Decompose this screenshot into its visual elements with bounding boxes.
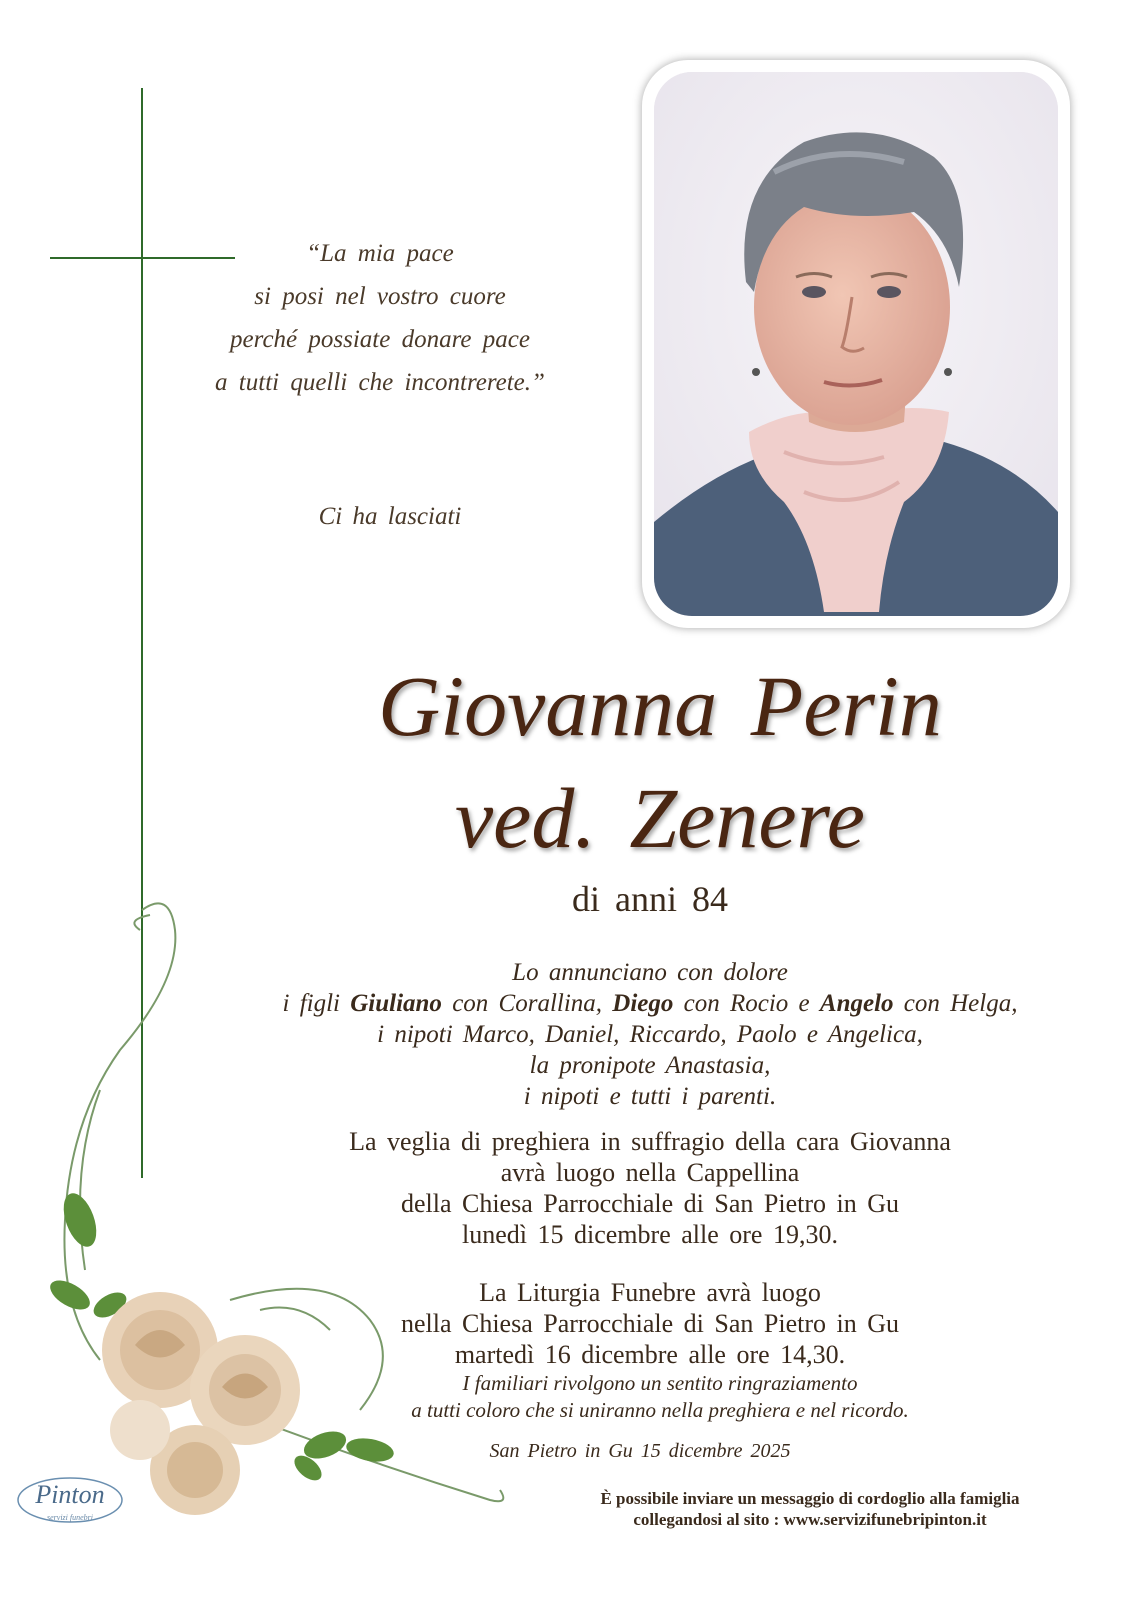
child-name: Giuliano bbox=[350, 990, 442, 1017]
vigil-line: avrà luogo nella Cappellina bbox=[500, 1158, 800, 1187]
svg-text:servizi funebri: servizi funebri bbox=[47, 1513, 93, 1522]
funeral-line: nella Chiesa Parrocchiale di San Pietro in Gu bbox=[400, 1309, 900, 1338]
vigil-line: della Chiesa Parrocchiale di San Pietro in Gu bbox=[400, 1189, 900, 1218]
child-spouse: con Helga, bbox=[893, 990, 1018, 1017]
funeral-line: martedì 16 dicembre alle ore 14,30. bbox=[454, 1340, 846, 1369]
child-spouse: con Corallina, bbox=[441, 990, 613, 1017]
child-name: Diego bbox=[612, 990, 674, 1017]
place-date: San Pietro in Gu 15 dicembre 2025 bbox=[489, 1440, 791, 1462]
footer-line-2: collegandosi al sito : www.servizifunebripinton.it bbox=[633, 1510, 987, 1529]
quote-line: perché possiate donare pace bbox=[230, 326, 530, 353]
children-prefix: i figli bbox=[282, 990, 351, 1017]
child-spouse: con Rocio e bbox=[673, 990, 820, 1017]
announcement-intro: Lo annunciano con dolore bbox=[512, 959, 788, 986]
portrait-photo bbox=[654, 72, 1058, 616]
age-text: di anni 84 bbox=[572, 879, 728, 919]
quote-line: a tutti quelli che incontrerete.” bbox=[215, 369, 545, 396]
vigil-line: lunedì 15 dicembre alle ore 19,30. bbox=[462, 1220, 838, 1249]
quote bbox=[195, 232, 565, 404]
announcement-grandchildren: i nipoti Marco, Daniel, Riccardo, Paolo e Angelica, bbox=[377, 1021, 923, 1048]
thanks-line: I familiari rivolgono un sentito ringraziamento bbox=[462, 1371, 858, 1395]
announcement-relatives: i nipoti e tutti i parenti. bbox=[523, 1083, 777, 1110]
name-line-1: Giovanna Perin bbox=[378, 658, 942, 754]
thanks-line: a tutti coloro che si uniranno nella preghiera e nel ricordo. bbox=[411, 1398, 909, 1422]
svg-text:Pinton: Pinton bbox=[35, 1480, 105, 1509]
pinton-logo bbox=[14, 1470, 129, 1532]
roses-decoration bbox=[30, 890, 550, 1550]
name-line-2: ved. Zenere bbox=[455, 770, 865, 866]
funeral-line: La Liturgia Funebre avrà luogo bbox=[479, 1278, 821, 1307]
left-us-text: Ci ha lasciati bbox=[318, 503, 462, 530]
announcement-great-grandchild: la pronipote Anastasia, bbox=[529, 1052, 771, 1079]
vigil-line: La veglia di preghiera in suffragio della cara Giovanna bbox=[349, 1127, 951, 1156]
child-name: Angelo bbox=[819, 990, 894, 1017]
quote-line: si posi nel vostro cuore bbox=[254, 283, 506, 310]
quote-line: “La mia pace bbox=[306, 240, 454, 267]
footer-note bbox=[500, 1488, 1120, 1530]
deceased-name bbox=[220, 650, 1100, 874]
footer-line-1: È possibile inviare un messaggio di cordoglio alla famiglia bbox=[600, 1489, 1020, 1508]
